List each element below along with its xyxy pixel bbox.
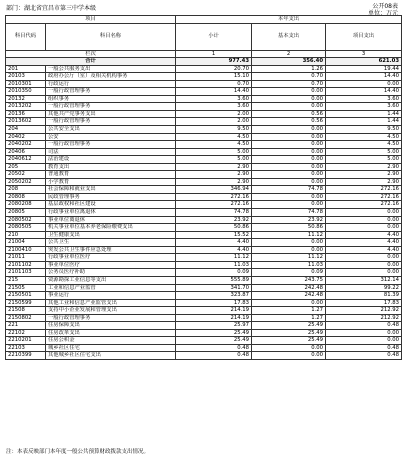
subject-name-cell: 工业和信息产业监管 — [46, 284, 176, 292]
basic-expenditure-cell: 0.00 — [252, 141, 326, 149]
subject-name-cell: 行政运行 — [46, 80, 176, 88]
subtotal-cell: 9.50 — [176, 126, 252, 134]
project-expenditure-cell: 0.00 — [326, 337, 402, 345]
table-row — [6, 171, 402, 179]
total-basic: 356.40 — [252, 58, 326, 66]
basic-expenditure-cell: 23.92 — [252, 216, 326, 224]
project-expenditure-cell: 9.50 — [326, 126, 402, 134]
subtotal-cell: 25.49 — [176, 337, 252, 345]
subject-code-cell: 20103 — [6, 73, 46, 81]
subject-name-cell: 小学教育 — [46, 178, 176, 186]
basic-expenditure-cell: 0.56 — [252, 118, 326, 126]
department-label: 部门：湖北省宜昌市第三中学本级 — [6, 5, 97, 12]
subtotal-cell: 5.00 — [176, 156, 252, 164]
subject-name-cell: 城乡社区住宅 — [46, 344, 176, 352]
project-expenditure-cell: 0.48 — [326, 352, 402, 360]
subject-name-cell: 政府办公厅（室）及相关机构事务 — [46, 73, 176, 81]
subject-name-cell: 公共卫生 — [46, 239, 176, 247]
subtotal-cell: 2.90 — [176, 163, 252, 171]
project-expenditure-cell: 1.44 — [326, 110, 402, 118]
subtotal-cell: 74.78 — [176, 209, 252, 217]
subject-name-cell: 住房公积金 — [46, 337, 176, 345]
basic-expenditure-cell: 1.27 — [252, 307, 326, 315]
basic-expenditure-cell: 0.00 — [252, 193, 326, 201]
table-row — [6, 269, 402, 277]
subtotal-cell: 50.86 — [176, 224, 252, 232]
table-row — [6, 88, 402, 96]
subtotal-cell: 0.70 — [176, 80, 252, 88]
table-row — [6, 110, 402, 118]
project-expenditure-cell: 0.00 — [326, 209, 402, 217]
project-expenditure-cell: 14.40 — [326, 73, 402, 81]
basic-expenditure-cell: 0.00 — [252, 156, 326, 164]
project-expenditure-cell: 2.90 — [326, 171, 402, 179]
basic-expenditure-cell: 11.03 — [252, 261, 326, 269]
basic-expenditure-cell: 0.00 — [252, 148, 326, 156]
basic-expenditure-cell: 25.49 — [252, 337, 326, 345]
subtotal-cell: 214.19 — [176, 307, 252, 315]
basic-expenditure-cell: 0.00 — [252, 95, 326, 103]
basic-expenditure-cell: 25.49 — [252, 329, 326, 337]
subtotal-cell: 0.48 — [176, 344, 252, 352]
basic-expenditure-cell: 0.70 — [252, 73, 326, 81]
subject-name-cell: 公共安全支出 — [46, 126, 176, 134]
project-expenditure-cell: 272.16 — [326, 201, 402, 209]
table-row — [6, 344, 402, 352]
subtotal-cell: 14.40 — [176, 88, 252, 96]
unit-label: 单位：万元 — [367, 10, 398, 17]
table-row — [6, 337, 402, 345]
table-row — [6, 284, 402, 292]
table-row — [6, 224, 402, 232]
header-basic-expenditure: 基本支出 — [252, 23, 326, 50]
subject-code-cell: 20136 — [6, 110, 46, 118]
subject-code-cell: 2150501 — [6, 292, 46, 300]
header-project-expenditure: 项目支出 — [326, 23, 402, 50]
subject-code-cell: 21004 — [6, 239, 46, 247]
subject-code-cell: 2050202 — [6, 178, 46, 186]
subtotal-cell: 11.12 — [176, 254, 252, 262]
basic-expenditure-cell: 0.00 — [252, 178, 326, 186]
table-row — [6, 118, 402, 126]
table-row — [6, 126, 402, 134]
subject-code-cell: 221 — [6, 322, 46, 330]
subject-code-cell: 2010301 — [6, 80, 46, 88]
basic-expenditure-cell: 11.12 — [252, 254, 326, 262]
table-row — [6, 261, 402, 269]
table-row — [6, 329, 402, 337]
header-current-year: 本年支出 — [176, 16, 402, 24]
project-expenditure-cell: 0.00 — [326, 269, 402, 277]
subject-code-cell: 2080208 — [6, 201, 46, 209]
subject-name-cell: 卫生健康支出 — [46, 231, 176, 239]
subject-code-cell: 2040612 — [6, 156, 46, 164]
project-expenditure-cell: 312.14 — [326, 276, 402, 284]
table-row — [6, 276, 402, 284]
column-index-label: 栏次 — [6, 50, 176, 58]
subject-code-cell: 2210399 — [6, 352, 46, 360]
subject-code-cell: 2210201 — [6, 337, 46, 345]
project-expenditure-cell: 5.00 — [326, 156, 402, 164]
basic-expenditure-cell: 0.00 — [252, 239, 326, 247]
table-row — [6, 314, 402, 322]
subtotal-cell: 4.50 — [176, 133, 252, 141]
table-row — [6, 231, 402, 239]
subtotal-cell: 214.19 — [176, 314, 252, 322]
project-expenditure-cell: 0.48 — [326, 344, 402, 352]
basic-expenditure-cell: 243.75 — [252, 276, 326, 284]
subject-code-cell: 21508 — [6, 307, 46, 315]
subject-code-cell: 215 — [6, 276, 46, 284]
basic-expenditure-cell: 0.70 — [252, 80, 326, 88]
subtotal-cell: 272.16 — [176, 201, 252, 209]
basic-expenditure-cell: 0.00 — [252, 133, 326, 141]
subject-name-cell: 一般公共服务支出 — [46, 65, 176, 73]
subject-code-cell: 208 — [6, 186, 46, 194]
subject-code-cell: 20502 — [6, 171, 46, 179]
subject-name-cell: 机关事业单位基本养老保险缴费支出 — [46, 224, 176, 232]
table-row — [6, 299, 402, 307]
project-expenditure-cell: 2.90 — [326, 178, 402, 186]
form-number: 公开08表 — [372, 3, 398, 10]
subject-name-cell: 支持中小企业发展和管理支出 — [46, 307, 176, 315]
project-expenditure-cell: 3.60 — [326, 103, 402, 111]
table-row — [6, 163, 402, 171]
subject-name-cell: 教育支出 — [46, 163, 176, 171]
total-row — [6, 58, 402, 66]
project-expenditure-cell: 0.00 — [326, 224, 402, 232]
project-expenditure-cell: 4.50 — [326, 141, 402, 149]
project-expenditure-cell: 212.92 — [326, 314, 402, 322]
subject-code-cell: 2080505 — [6, 224, 46, 232]
subtotal-cell: 2.90 — [176, 178, 252, 186]
header-subject-code: 科目代码 — [6, 23, 46, 50]
basic-expenditure-cell: 242.48 — [252, 284, 326, 292]
basic-expenditure-cell: 0.56 — [252, 110, 326, 118]
project-expenditure-cell: 0.00 — [326, 329, 402, 337]
project-expenditure-cell: 272.16 — [326, 193, 402, 201]
table-row — [6, 352, 402, 360]
subject-code-cell: 22103 — [6, 344, 46, 352]
table-row — [6, 201, 402, 209]
subtotal-cell: 346.94 — [176, 186, 252, 194]
project-expenditure-cell: 5.00 — [326, 148, 402, 156]
table-row — [6, 133, 402, 141]
project-expenditure-cell: 14.40 — [326, 88, 402, 96]
table-row — [6, 209, 402, 217]
project-expenditure-cell: 272.16 — [326, 186, 402, 194]
subject-code-cell: 2101103 — [6, 269, 46, 277]
subject-code-cell: 2150802 — [6, 314, 46, 322]
table-row — [6, 95, 402, 103]
subtotal-cell: 2.90 — [176, 171, 252, 179]
subject-name-cell: 一般行政管理事务 — [46, 118, 176, 126]
subtotal-cell: 0.09 — [176, 269, 252, 277]
column-index-2: 2 — [252, 50, 326, 58]
subtotal-cell: 555.89 — [176, 276, 252, 284]
subject-name-cell: 法治建设 — [46, 156, 176, 164]
subject-code-cell: 205 — [6, 163, 46, 171]
project-expenditure-cell: 0.00 — [326, 254, 402, 262]
header-project: 项目 — [6, 16, 176, 24]
table-row — [6, 156, 402, 164]
basic-expenditure-cell: 0.00 — [252, 126, 326, 134]
subject-name-cell: 其他城乡社区住宅支出 — [46, 352, 176, 360]
column-index-3: 3 — [326, 50, 402, 58]
table-row — [6, 65, 402, 73]
project-expenditure-cell: 4.40 — [326, 231, 402, 239]
subtotal-cell: 20.70 — [176, 65, 252, 73]
subject-name-cell: 住房保障支出 — [46, 322, 176, 330]
basic-expenditure-cell: 11.12 — [252, 231, 326, 239]
project-expenditure-cell: 0.00 — [326, 80, 402, 88]
subtotal-cell: 3.60 — [176, 103, 252, 111]
subject-name-cell: 基层政权和社区建设 — [46, 201, 176, 209]
subtotal-cell: 4.40 — [176, 239, 252, 247]
table-row — [6, 73, 402, 81]
subject-name-cell: 住房改革支出 — [46, 329, 176, 337]
basic-expenditure-cell: 0.09 — [252, 269, 326, 277]
basic-expenditure-cell: 0.00 — [252, 88, 326, 96]
subtotal-cell: 25.97 — [176, 322, 252, 330]
subject-name-cell: 行政事业单位离退休 — [46, 209, 176, 217]
subject-name-cell: 一般行政管理事务 — [46, 88, 176, 96]
footnote: 注：本表反映部门本年度一般公共预算财政拨款支出情况。 — [6, 449, 150, 455]
subtotal-cell: 323.87 — [176, 292, 252, 300]
basic-expenditure-cell: 0.00 — [252, 246, 326, 254]
basic-expenditure-cell: 0.00 — [252, 299, 326, 307]
subtotal-cell: 3.60 — [176, 95, 252, 103]
subject-name-cell: 公安 — [46, 133, 176, 141]
subtotal-cell: 15.52 — [176, 231, 252, 239]
subject-name-cell: 其他共产党事务支出 — [46, 110, 176, 118]
subject-name-cell: 社会保障和就业支出 — [46, 186, 176, 194]
table-row — [6, 193, 402, 201]
basic-expenditure-cell: 0.00 — [252, 171, 326, 179]
basic-expenditure-cell: 0.00 — [252, 103, 326, 111]
table-row — [6, 292, 402, 300]
subject-code-cell: 20132 — [6, 95, 46, 103]
table-row — [6, 141, 402, 149]
table-row — [6, 178, 402, 186]
subject-code-cell: 2080502 — [6, 216, 46, 224]
subject-name-cell: 行政事业单位医疗 — [46, 254, 176, 262]
basic-expenditure-cell: 0.00 — [252, 352, 326, 360]
subject-name-cell: 一般行政管理事务 — [46, 141, 176, 149]
subject-code-cell: 21011 — [6, 254, 46, 262]
total-subtotal: 977.43 — [176, 58, 252, 66]
subject-name-cell: 其他工业和信息产业监管支出 — [46, 299, 176, 307]
subject-name-cell: 突发公共卫生事件应急处理 — [46, 246, 176, 254]
subject-name-cell: 一般行政管理事务 — [46, 314, 176, 322]
subtotal-cell: 5.00 — [176, 148, 252, 156]
basic-expenditure-cell: 0.00 — [252, 163, 326, 171]
subject-code-cell: 2013202 — [6, 103, 46, 111]
table-row — [6, 216, 402, 224]
project-expenditure-cell: 0.48 — [326, 322, 402, 330]
subject-code-cell: 20805 — [6, 209, 46, 217]
project-expenditure-cell: 99.22 — [326, 284, 402, 292]
header-subtotal: 小计 — [176, 23, 252, 50]
subtotal-cell: 15.10 — [176, 73, 252, 81]
subtotal-cell: 272.16 — [176, 193, 252, 201]
subject-name-cell: 事业单位离退休 — [46, 216, 176, 224]
subject-code-cell: 204 — [6, 126, 46, 134]
project-expenditure-cell: 1.44 — [326, 118, 402, 126]
project-expenditure-cell: 0.00 — [326, 261, 402, 269]
subject-code-cell: 2150599 — [6, 299, 46, 307]
project-expenditure-cell: 19.44 — [326, 65, 402, 73]
subject-code-cell: 20406 — [6, 148, 46, 156]
basic-expenditure-cell: 1.27 — [252, 314, 326, 322]
subtotal-cell: 2.00 — [176, 110, 252, 118]
basic-expenditure-cell: 74.78 — [252, 186, 326, 194]
column-index-1: 1 — [176, 50, 252, 58]
subject-name-cell: 事业单位医疗 — [46, 261, 176, 269]
subject-code-cell: 21505 — [6, 284, 46, 292]
subject-code-cell: 2101102 — [6, 261, 46, 269]
project-expenditure-cell: 212.92 — [326, 307, 402, 315]
basic-expenditure-cell: 0.00 — [252, 344, 326, 352]
project-expenditure-cell: 0.00 — [326, 216, 402, 224]
project-expenditure-cell: 81.39 — [326, 292, 402, 300]
table-row — [6, 186, 402, 194]
basic-expenditure-cell: 1.26 — [252, 65, 326, 73]
table-row — [6, 103, 402, 111]
project-expenditure-cell: 4.50 — [326, 133, 402, 141]
project-expenditure-cell: 4.40 — [326, 239, 402, 247]
basic-expenditure-cell: 50.86 — [252, 224, 326, 232]
table-row — [6, 239, 402, 247]
table-row — [6, 148, 402, 156]
subtotal-cell: 17.83 — [176, 299, 252, 307]
subject-code-cell: 210 — [6, 231, 46, 239]
subject-code-cell: 22102 — [6, 329, 46, 337]
subtotal-cell: 2.00 — [176, 118, 252, 126]
subject-name-cell: 事业运行 — [46, 292, 176, 300]
header-subject-name: 科目名称 — [46, 23, 176, 50]
basic-expenditure-cell: 0.00 — [252, 201, 326, 209]
subject-code-cell: 2010350 — [6, 88, 46, 96]
subject-code-cell: 2040202 — [6, 141, 46, 149]
total-project: 621.03 — [326, 58, 402, 66]
subject-name-cell: 一般行政管理事务 — [46, 103, 176, 111]
subject-name-cell: 民政管理事务 — [46, 193, 176, 201]
basic-expenditure-cell: 74.78 — [252, 209, 326, 217]
table-row — [6, 246, 402, 254]
table-row — [6, 80, 402, 88]
subject-code-cell: 2100410 — [6, 246, 46, 254]
subject-name-cell: 司法 — [46, 148, 176, 156]
subtotal-cell: 4.40 — [176, 246, 252, 254]
subject-name-cell: 公务员医疗补助 — [46, 269, 176, 277]
subject-name-cell: 资源勘探工业信息等支出 — [46, 276, 176, 284]
project-expenditure-cell: 3.60 — [326, 95, 402, 103]
table-row — [6, 307, 402, 315]
subject-code-cell: 201 — [6, 65, 46, 73]
project-expenditure-cell: 4.40 — [326, 246, 402, 254]
subtotal-cell: 0.48 — [176, 352, 252, 360]
basic-expenditure-cell: 25.49 — [252, 322, 326, 330]
total-label: 合计 — [6, 58, 176, 66]
subtotal-cell: 11.03 — [176, 261, 252, 269]
subtotal-cell: 23.92 — [176, 216, 252, 224]
project-expenditure-cell: 17.83 — [326, 299, 402, 307]
subject-code-cell: 20402 — [6, 133, 46, 141]
table-row — [6, 254, 402, 262]
expenditure-table — [5, 15, 402, 360]
table-row — [6, 322, 402, 330]
subtotal-cell: 341.70 — [176, 284, 252, 292]
basic-expenditure-cell: 242.48 — [252, 292, 326, 300]
subject-code-cell: 20808 — [6, 193, 46, 201]
subject-name-cell: 组织事务 — [46, 95, 176, 103]
subject-code-cell: 2013602 — [6, 118, 46, 126]
subtotal-cell: 25.49 — [176, 329, 252, 337]
project-expenditure-cell: 2.90 — [326, 163, 402, 171]
subject-name-cell: 普通教育 — [46, 171, 176, 179]
subtotal-cell: 4.50 — [176, 141, 252, 149]
